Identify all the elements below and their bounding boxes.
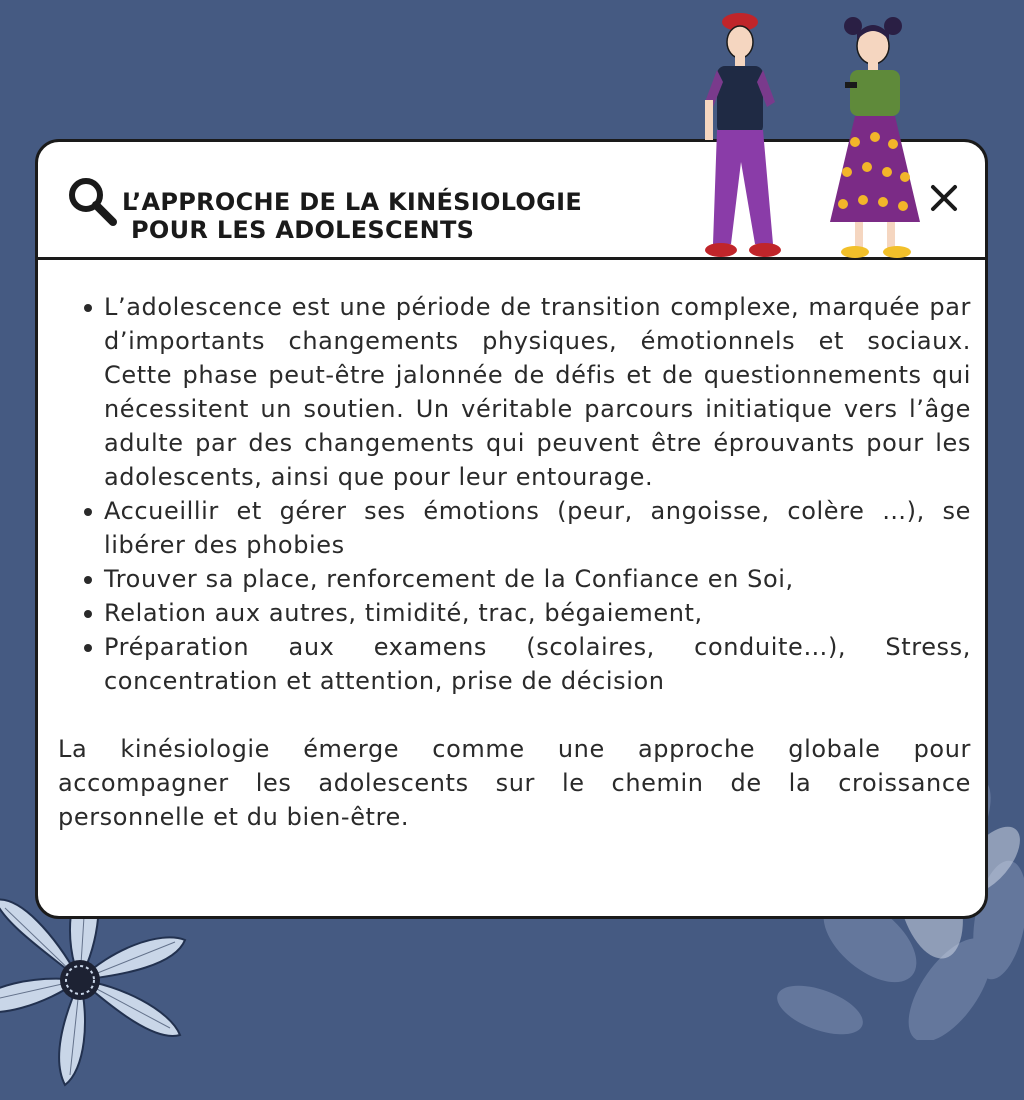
title-line-2: POUR LES ADOLESCENTS [131, 216, 475, 244]
list-item: Relation aux autres, timidité, trac, bégaiement, [58, 596, 971, 630]
conclusion-paragraph: La kinésiologie émerge comme une approche globale pour accompagner les adolescents sur le chemin de la croissance personnelle et du bien-être. [58, 735, 971, 831]
list-item: Trouver sa place, renforcement de la Confiance en Soi, [58, 562, 971, 596]
teenagers-illustration [695, 12, 935, 262]
bullet-list [58, 290, 971, 698]
list-item: L’adolescence est une période de transition complexe, marquée par d’importants changements physiques, émotionnels et sociaux. Cette phase peut-être jalonnée de défis et de questionnements qui nécessitent un soutien. Un véritable parcours initiatique vers l’âge adulte par des changements qui peuvent être éprouvants pour les adolescents, ainsi que pour leur entourage. [58, 290, 971, 494]
list-item: Préparation aux examens (scolaires, conduite…), Stress, concentration et attention, prise de décision [58, 630, 971, 698]
boy-figure [705, 13, 781, 257]
page-title [122, 188, 582, 244]
title-line-1: L’APPROCHE DE LA KINÉSIOLOGIE [122, 188, 583, 216]
list-item: Accueillir et gérer ses émotions (peur, angoisse, colère …), se libérer des phobies [58, 494, 971, 562]
card-content [58, 290, 971, 834]
girl-figure [830, 17, 920, 258]
search-icon [65, 174, 119, 228]
